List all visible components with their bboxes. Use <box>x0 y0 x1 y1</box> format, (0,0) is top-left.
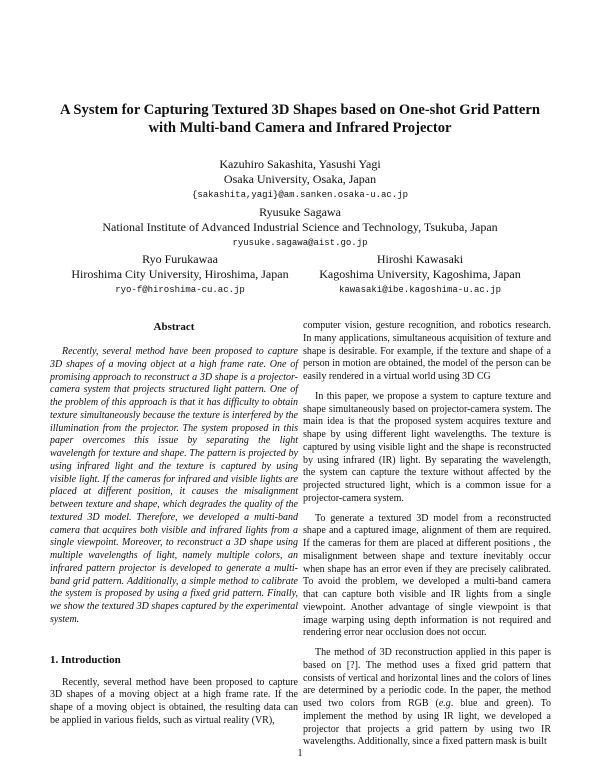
abstract-text: Recently, several method have been proposed to capture 3D shapes of a moving object at a high frame rate. One of promising approach to reconstruct a 3D shape is a projector-camera system that projects structured light pattern. One of the problem of this approach is that it has difficulty to obtain texture simultaneously because the texture is interfered by the illumination from the projector. The system proposed in this paper overcomes this issue by separating the light wavelength for texture and shape. The pattern is projected by using infrared light and the texture is captured by using visible light. If the cameras for infrared and visible lights are placed at different position, it causes the misalignment between texture and shape, which degrades the quality of the textured 3D model. Therefore, we developed a multi-band camera that acquires both visible and infrared lights from a single viewpoint. Moreover, to reconstruct a 3D shape using multiple wavelengths of light, namely multiple colors, an infrared pattern projector is developed to generate a multi-band grid pattern. Additionally, a simple method to calibrate the system is proposed by using a fixed grid pattern. Finally, we show the textured 3D shapes captured by the experimental system. <box>50 346 298 625</box>
intro-paragraph-4-part1: The method of 3D reconstruction applied in this paper is based on [?]. The method uses a fixed grid pattern that consists of vertical and horizontal lines and the colors of lines are determined by a periodic code. In the paper, the method used two colors from RGB ( <box>303 647 551 709</box>
intro-paragraph-4-eg: e.g <box>438 698 451 709</box>
paper-title <box>40 101 560 137</box>
author-names-aist: Ryusuke Sagawa <box>259 205 341 219</box>
abstract-section <box>50 320 298 627</box>
page-number: 1 <box>297 748 303 759</box>
affiliation-osaka: Osaka University, Osaka, Japan <box>223 172 377 186</box>
intro-paragraph-2: In this paper, we propose a system to capture texture and shape simultaneously based on projector-camera system. The main idea is that the proposed system acquires texture and shape by using different light wavelengths. The texture is captured by using visible light and the shape is reconstructed by using infrared (IR) light. By separating the wavelength, the system can capture the texture without affected by the projected structured light, which is a common issue for a projector-camera system. <box>303 390 551 504</box>
author-names-osaka: Kazuhiro Sakashita, Yasushi Yagi <box>219 157 381 171</box>
intro-paragraph-3: To generate a textured 3D model from a reconstructed shape and a captured image, alignment of them are required. If the cameras for them are placed at different positions , the misalignment between shape and texture inevitably occur when shape has an error even if they are precisely calibrated. To avoid the problem, we developed a multi-band camera that can capture both visible and IR lights from a single viewpoint. Another advantage of single viewpoint is that image warping using depth information is not required and rendering error near occlusion does not occur. <box>303 512 551 639</box>
intro-paragraph-4 <box>303 647 551 749</box>
email-hiroshima: ryo-f@hiroshima-cu.ac.jp <box>115 285 245 295</box>
author-names-hiroshima: Ryo Furukawaa <box>142 252 218 266</box>
affiliation-aist: National Institute of Advanced Industrial Science and Technology, Tsukuba, Japan <box>102 220 498 234</box>
intro-paragraph-1: Recently, several method have been proposed to capture 3D shapes of a moving object at a high frame rate. If the shape of a moving object is obtained, the resulting data can be applied in various fields, such as virtual reality (VR), <box>50 676 298 726</box>
abstract-heading: Abstract <box>153 321 195 333</box>
email-osaka: {sakashita,yagi}@am.sanken.osaka-u.ac.jp <box>191 190 409 200</box>
title-line-2: with Multi-band Camera and Infrared Projector <box>148 120 452 136</box>
left-column <box>50 320 298 728</box>
email-aist: ryusuke.sagawa@aist.go.jp <box>232 238 368 248</box>
author-names-kagoshima: Hiroshi Kawasaki <box>376 252 464 266</box>
email-kagoshima: kawasaki@ibe.kagoshima-u.ac.jp <box>338 285 502 295</box>
affiliation-hiroshima: Hiroshima City University, Hiroshima, Japan <box>71 267 289 281</box>
intro-paragraph-1-continued: computer vision, gesture recognition, and robotics research. In many applications, simultaneous acquisition of texture and shape is desirable. For example, if the texture and shape of a person in motion are obtained, the model of the person can be easily rendered in a virtual world using 3D CG <box>303 320 551 382</box>
intro-paragraph-4-part2: . blue and green). To implement the method by using IR light, we developed a projector that projects a grid pattern by using two IR wavelengths. Additionally, since a fixed pattern mask is built <box>303 698 552 748</box>
affiliation-kagoshima: Kagoshima University, Kagoshima, Japan <box>319 267 521 281</box>
title-line-1: A System for Capturing Textured 3D Shapes based on One-shot Grid Pattern <box>60 102 540 118</box>
introduction-heading: 1. Introduction <box>50 653 121 666</box>
right-column <box>303 320 551 749</box>
